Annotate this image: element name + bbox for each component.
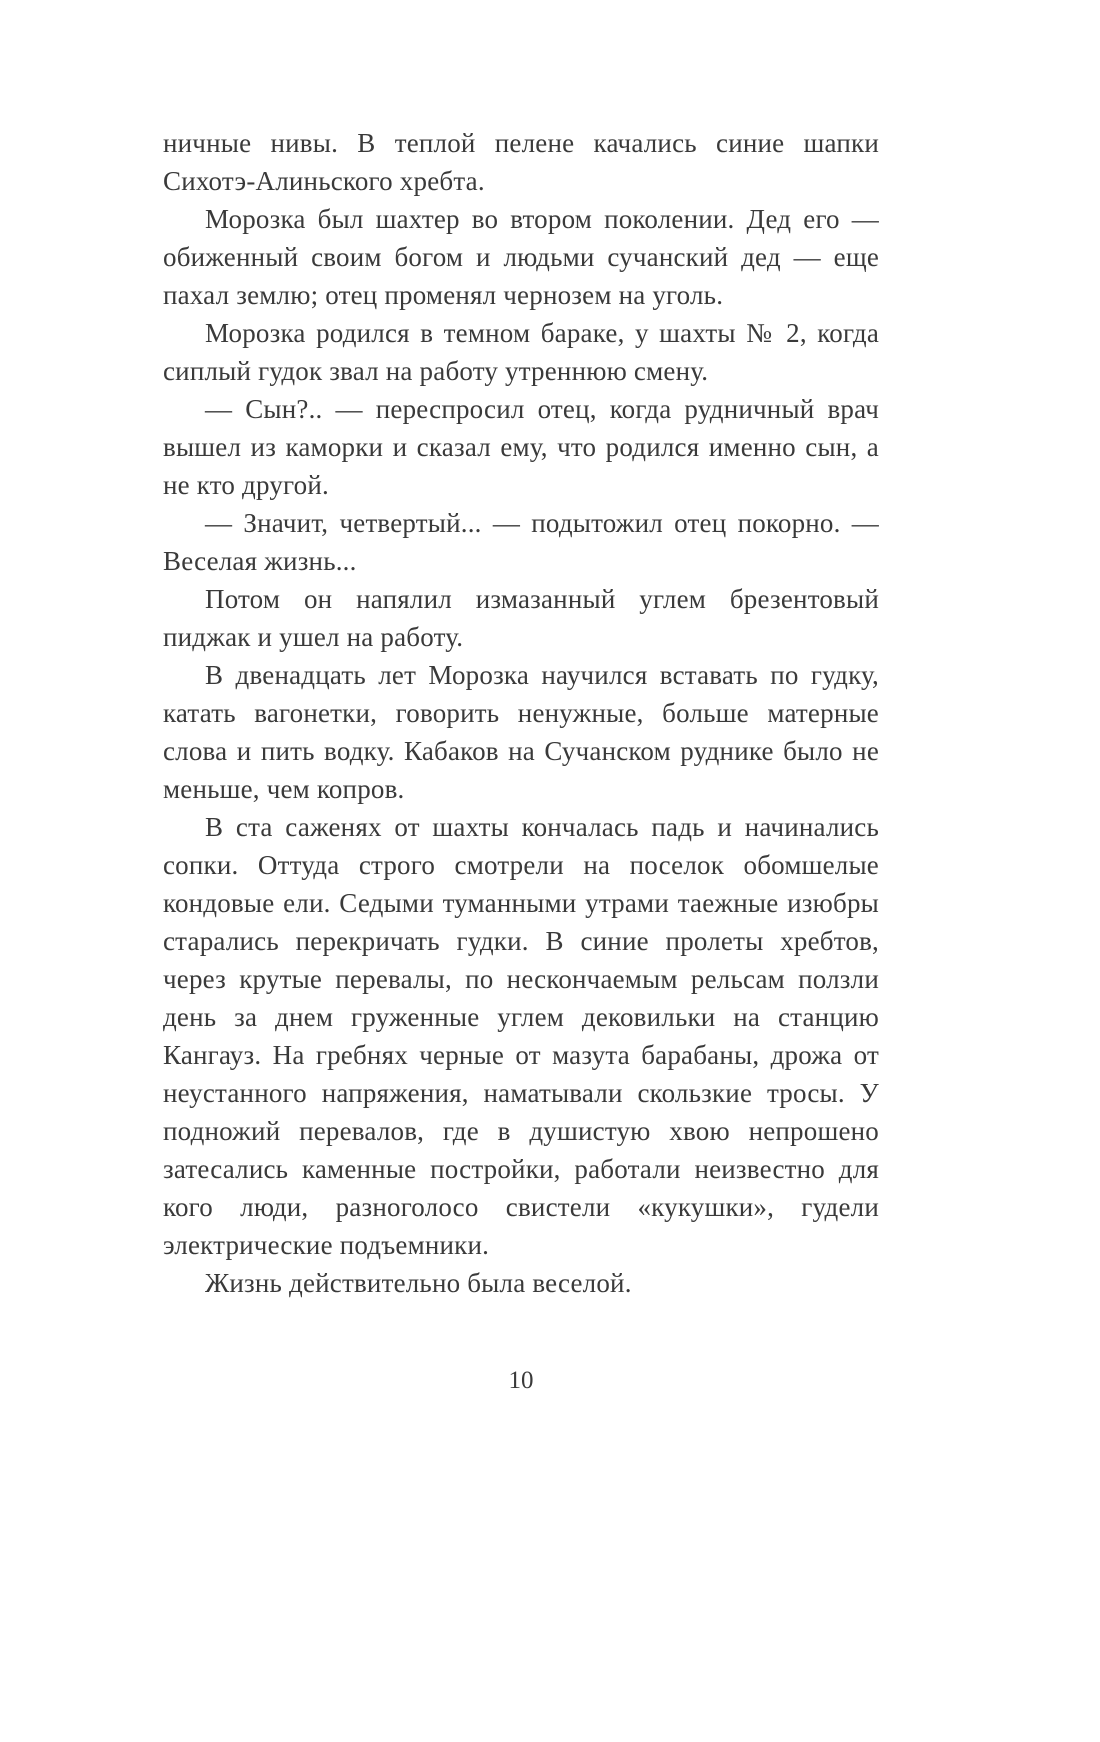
paragraph: Морозка родился в темном бараке, у шахты № 2, когда сиплый гудок звал на работу утреннюю смену. xyxy=(163,318,879,386)
page-number: 10 xyxy=(508,1367,534,1394)
paragraph: Морозка был шахтер во втором поколении. Дед его — обиженный своим богом и людьми сучанский дед — еще пахал землю; отец променял чернозем на уголь. xyxy=(163,204,879,310)
paragraph: Потом он напялил измазанный углем брезентовый пиджак и ушел на работу. xyxy=(163,584,879,652)
paragraph: В двенадцать лет Морозка научился вставать по гудку, катать вагонетки, говорить ненужные, больше матерные слова и пить водку. Кабаков на Сучанском руднике было не меньше, чем копров. xyxy=(163,660,879,804)
paragraph: — Сын?.. — переспросил отец, когда рудничный врач вышел из каморки и сказал ему, что родился именно сын, а не кто другой. xyxy=(163,394,879,500)
paragraph: ничные нивы. В теплой пелене качались синие шапки Сихотэ-Алиньского хребта. xyxy=(163,128,879,196)
paragraph: Жизнь действительно была веселой. xyxy=(205,1268,632,1298)
text-block xyxy=(163,124,879,1302)
paragraph: В ста саженях от шахты кончалась падь и начинались сопки. Оттуда строго смотрели на поселок обомшелые кондовые ели. Седыми туманными утрами таежные изюбры старались перекричать гудки. В синие пролеты хребтов, через крутые перевалы, по нескончаемым рельсам ползли день за днем груженные углем дековильки на станцию Кангауз. На гребнях черные от мазута барабаны, дрожа от неустанного напряжения, наматывали скользкие тросы. У подножий перевалов, где в душистую хвою непрошено затесались каменные постройки, работали неизвестно для кого люди, разноголосо свистели «кукушки», гудели электрические подъемники. xyxy=(163,812,879,1260)
paragraph: — Значит, четвертый... — подытожил отец покорно. — Веселая жизнь... xyxy=(163,508,879,576)
